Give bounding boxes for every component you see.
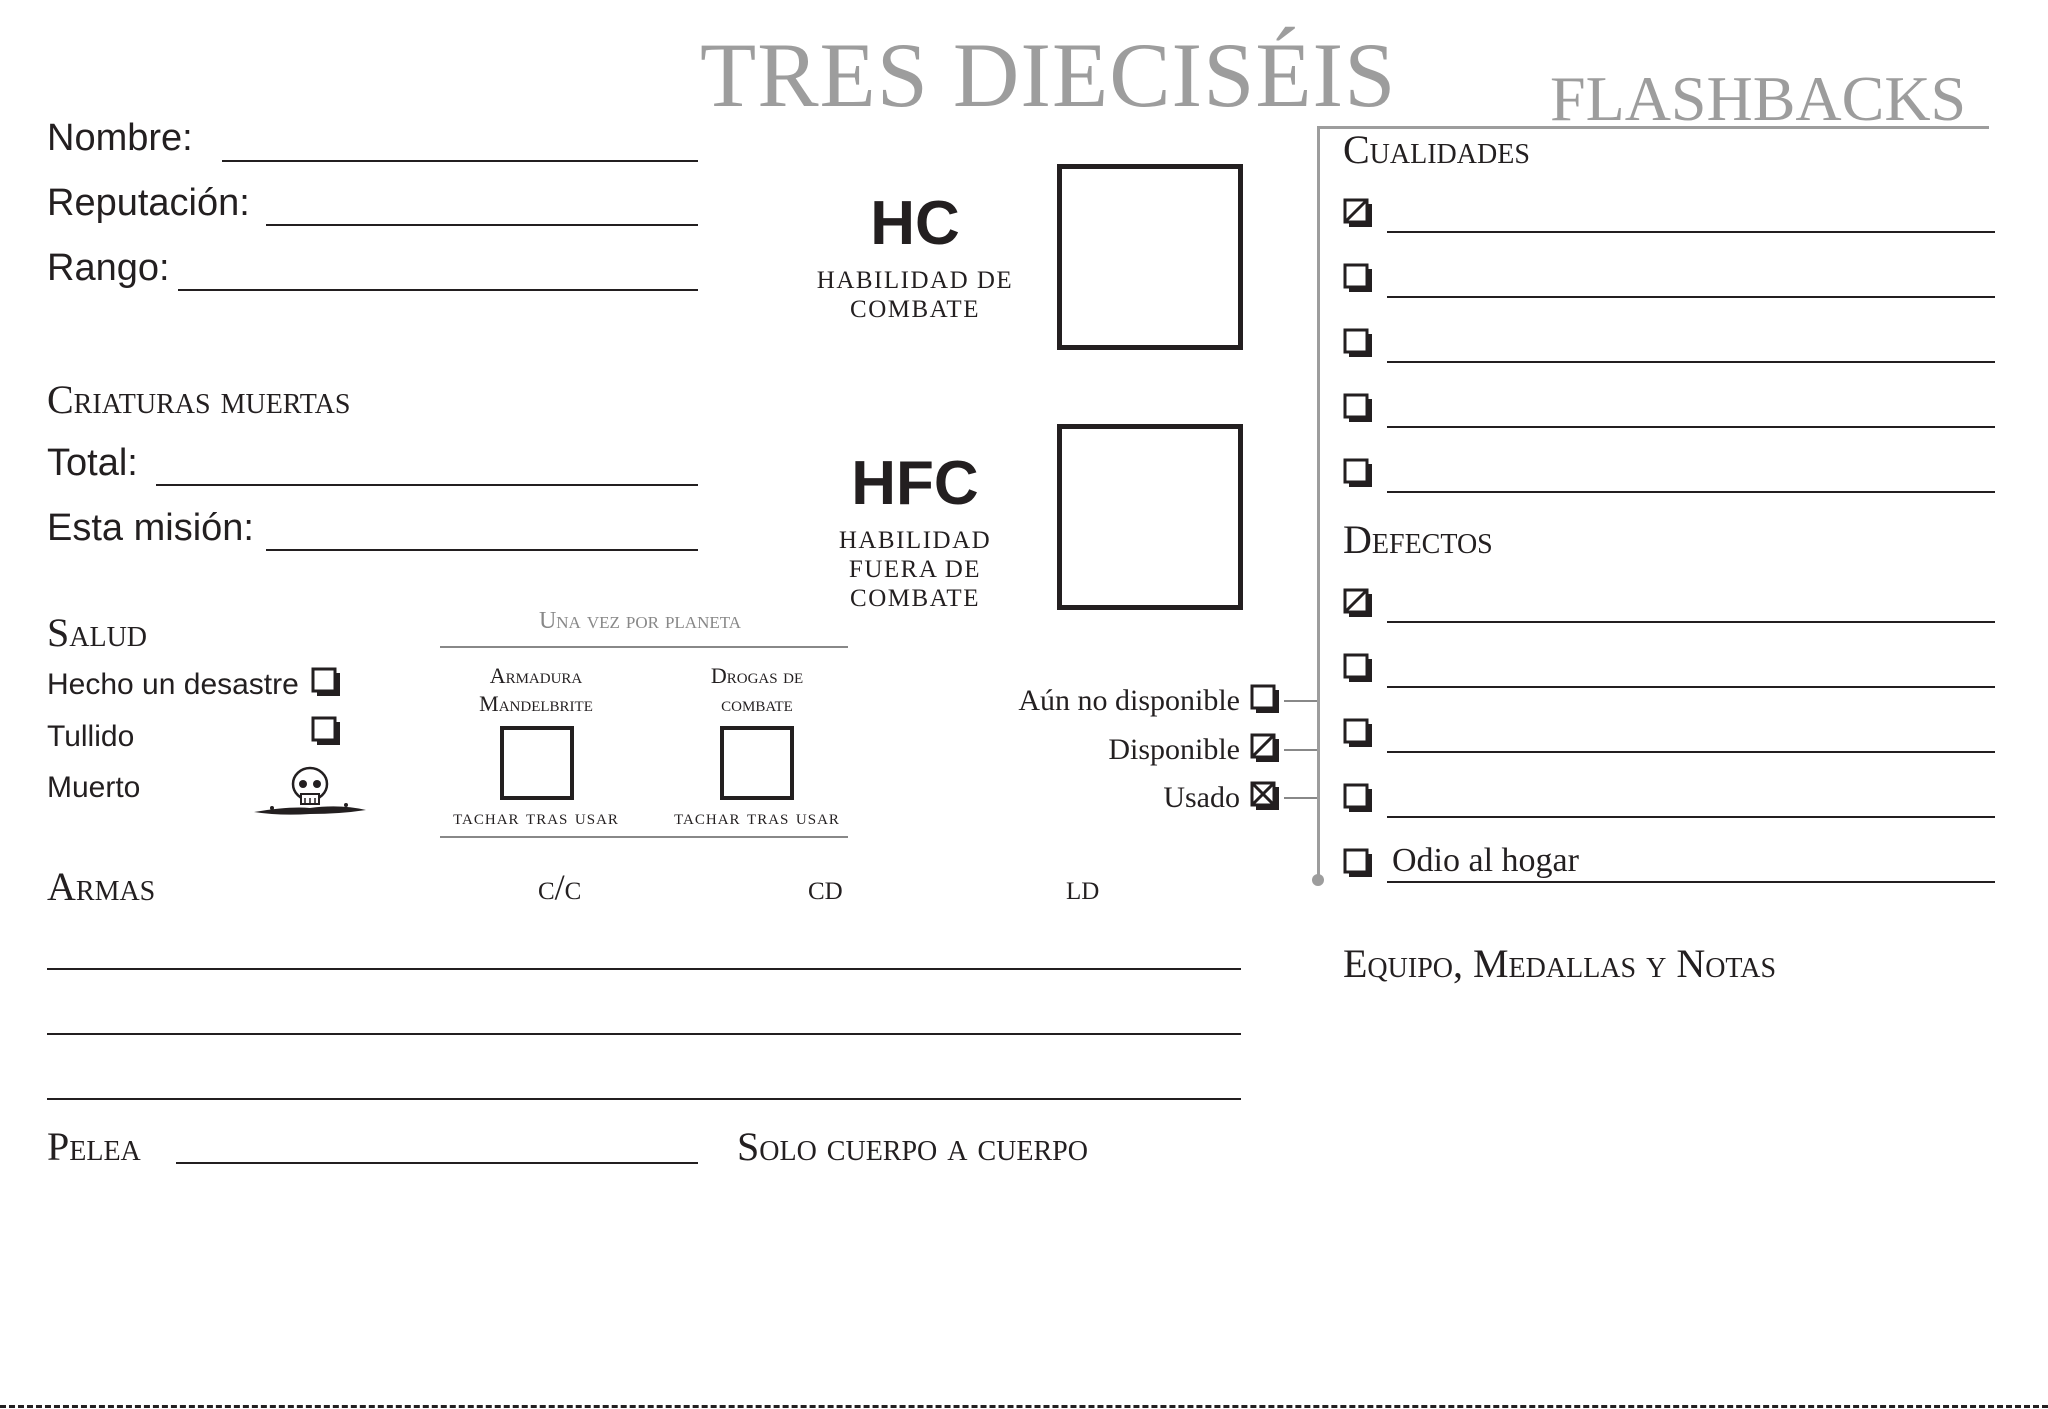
salud-tullido-checkbox[interactable] — [311, 716, 341, 746]
salud-heading: Salud — [47, 610, 148, 655]
salud-desastre-checkbox[interactable] — [311, 667, 341, 697]
pelea-heading: Pelea — [47, 1124, 141, 1169]
armas-ld-header: ld — [1066, 867, 1100, 907]
odio-label: Odio al hogar — [1392, 842, 1579, 879]
hfc-box[interactable] — [1057, 424, 1243, 610]
defecto-line-1[interactable] — [1387, 621, 1995, 623]
hc-line1: HABILIDAD DE — [816, 267, 1014, 294]
arma-line-2[interactable] — [47, 1033, 1241, 1035]
una-vez-bottom-divider — [440, 836, 848, 838]
salud-tullido-label: Tullido — [47, 720, 135, 753]
legend-connector-1 — [1284, 700, 1318, 702]
armas-cc-header: c/c — [538, 867, 582, 907]
armas-heading: Armas — [47, 864, 156, 909]
odio-line — [1387, 881, 1995, 883]
armadura-note: tachar tras usar — [453, 804, 619, 829]
reputacion-field[interactable] — [266, 224, 698, 226]
cut-line — [0, 1405, 2048, 1408]
rango-label: Rango: — [47, 247, 170, 289]
legend-connector-2 — [1284, 749, 1318, 751]
salud-muerto-label: Muerto — [47, 771, 141, 804]
cualidad-checkbox-4[interactable] — [1343, 393, 1373, 423]
armas-cd-header: cd — [808, 867, 843, 907]
drogas-box[interactable] — [720, 726, 794, 800]
criaturas-heading: Criaturas muertas — [47, 377, 351, 422]
nombre-field[interactable] — [222, 160, 698, 162]
right-column-rule — [1317, 126, 1320, 880]
odio-checkbox[interactable] — [1343, 848, 1373, 878]
hfc-line3: COMBATE — [850, 585, 980, 612]
armadura-label-1: Armadura — [489, 663, 583, 688]
cualidades-heading: Cualidades — [1343, 127, 1530, 172]
defecto-line-3[interactable] — [1387, 751, 1995, 753]
reputacion-label: Reputación: — [47, 182, 250, 224]
cualidad-line-1[interactable] — [1387, 231, 1995, 233]
nombre-label: Nombre: — [47, 117, 193, 159]
armadura-label-2: Mandelbrite — [479, 691, 593, 716]
right-column-rule-end — [1312, 874, 1324, 886]
cualidad-line-2[interactable] — [1387, 296, 1995, 298]
sheet-title: TRES DIECISÉIS — [700, 24, 1397, 126]
arma-line-1[interactable] — [47, 968, 1241, 970]
defecto-checkbox-2[interactable] — [1343, 653, 1373, 683]
una-vez-heading: Una vez por planeta — [538, 608, 742, 634]
drogas-note: tachar tras usar — [674, 804, 840, 829]
defecto-line-2[interactable] — [1387, 686, 1995, 688]
legend-no-disponible: Aún no disponible — [1018, 684, 1240, 717]
una-vez-divider — [440, 646, 848, 648]
skull-icon[interactable] — [250, 760, 370, 820]
defecto-checkbox-4[interactable] — [1343, 783, 1373, 813]
armadura-box[interactable] — [500, 726, 574, 800]
mision-field[interactable] — [266, 549, 698, 551]
hfc-abbr: HFC — [851, 449, 979, 518]
defecto-checkbox-3[interactable] — [1343, 718, 1373, 748]
cualidad-checkbox-3[interactable] — [1343, 328, 1373, 358]
legend-empty-checkbox-icon — [1250, 684, 1280, 714]
legend-disponible: Disponible — [1108, 733, 1240, 766]
hfc-line2: FUERA DE — [848, 556, 982, 583]
equipo-heading: Equipo, Medallas y Notas — [1343, 941, 1777, 986]
hc-box[interactable] — [1057, 164, 1243, 350]
defecto-checkbox-1[interactable] — [1343, 588, 1373, 618]
mision-label: Esta misión: — [47, 507, 254, 549]
legend-slash-checkbox-icon — [1250, 733, 1280, 763]
legend-x-checkbox-icon — [1250, 781, 1280, 811]
defectos-heading: Defectos — [1343, 517, 1493, 562]
cualidad-checkbox-1[interactable] — [1343, 198, 1373, 228]
legend-usado: Usado — [1163, 781, 1240, 814]
pelea-field[interactable] — [176, 1162, 698, 1164]
salud-desastre-label: Hecho un desastre — [47, 668, 299, 701]
defecto-line-4[interactable] — [1387, 816, 1995, 818]
arma-line-3[interactable] — [47, 1098, 1241, 1100]
drogas-label-1: Drogas de — [710, 663, 804, 688]
cualidad-checkbox-2[interactable] — [1343, 263, 1373, 293]
cualidad-line-5[interactable] — [1387, 491, 1995, 493]
rango-field[interactable] — [178, 289, 698, 291]
drogas-label-2: combate — [721, 691, 793, 716]
sheet-subtitle: FLASHBACKS — [1550, 63, 1967, 134]
total-field[interactable] — [156, 484, 698, 486]
hc-abbr: HC — [870, 189, 960, 258]
hfc-line1: HABILIDAD — [838, 527, 992, 554]
cualidad-line-4[interactable] — [1387, 426, 1995, 428]
legend-connector-3 — [1284, 797, 1318, 799]
cualidad-checkbox-5[interactable] — [1343, 458, 1373, 488]
total-label: Total: — [47, 442, 138, 484]
hc-line2: COMBATE — [850, 296, 980, 323]
pelea-note: Solo cuerpo a cuerpo — [737, 1124, 1088, 1169]
cualidad-line-3[interactable] — [1387, 361, 1995, 363]
